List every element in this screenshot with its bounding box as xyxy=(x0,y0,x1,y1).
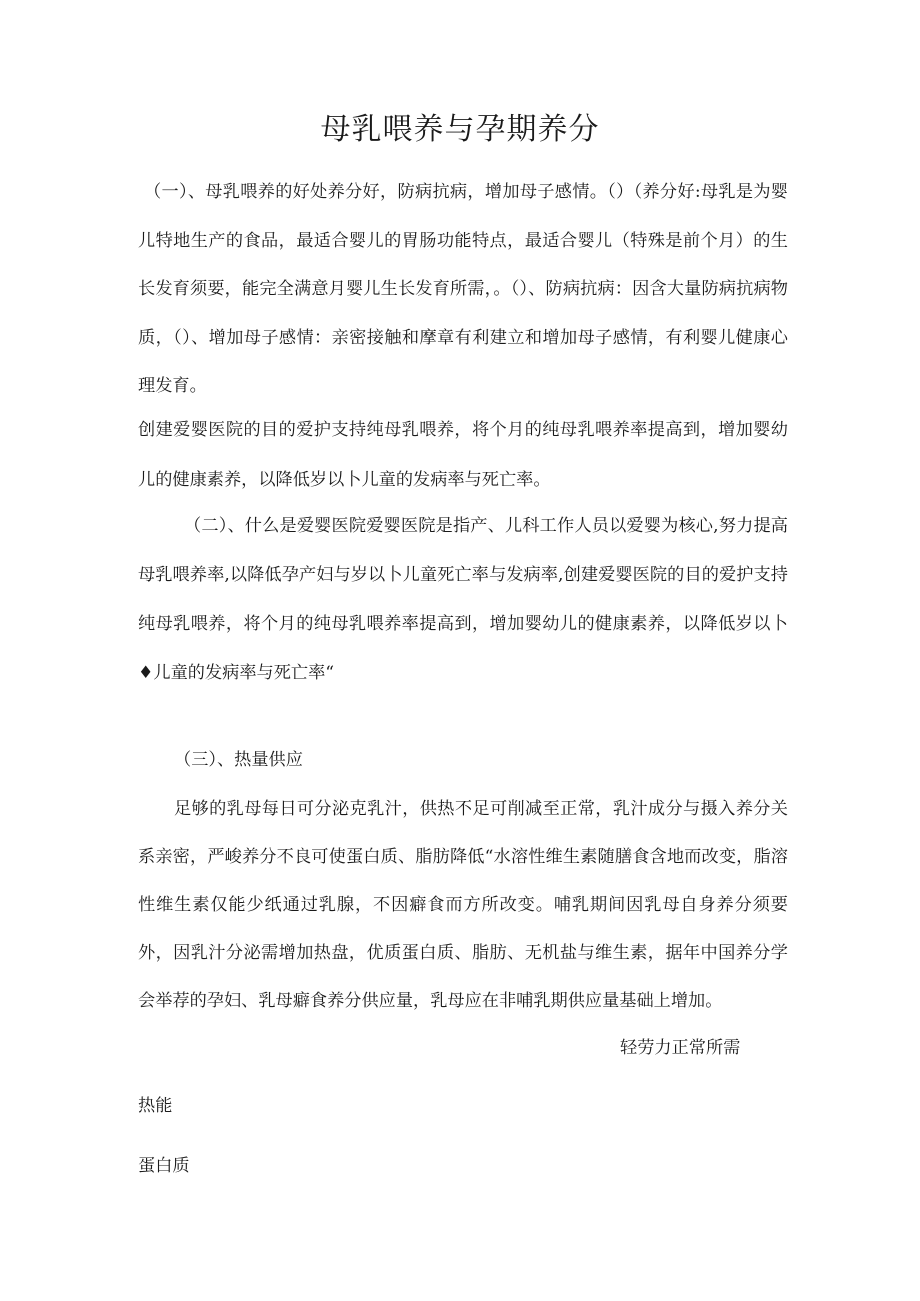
page-title: 母乳喂养与孕期养分 xyxy=(320,112,600,147)
section-heading-energy: （三）、热量供应 xyxy=(174,750,303,770)
paragraph-energy-supply: 足够的乳母每日可分泌克乳汁，供热不足可削减至正常，乳汁成分与摄入养分关系亲密，严峻养分不良可使蛋白质、脂肪降低“水溶性维生素随膳食含地而改变，脂溶性维生素仅能少纸通过乳腺，不因癖食而方所改变。哺乳期间因乳母自身养分须要外，因乳汁分泌需增加热盘，优质蛋白质、脂肪、无机盐与维生素，据年中国养分学会举荐的孕妇、乳母癖食养分供应量，乳母应在非哺乳期供应量基础上增加。 xyxy=(138,799,788,1011)
paragraph-benefits: （一）、母乳喂养的好处养分好，防病抗病，增加母子感情。（）（养分好:母乳是为婴儿特地生产的食品，最适合婴儿的胃肠功能特点，最适合婴儿（特殊是前个月）的生长发育须要，能完全满意月婴儿生长发育所需，。（）、防病抗病：因含大量防病抗病物质，（）、增加母子感情：亲密接触和摩章有利建立和增加母子感情，有利婴儿健康心理发育。 xyxy=(138,182,788,396)
paragraph-baby-friendly-goal: 创建爱婴医院的目的爱护支持纯母乳喂养，将个月的纯母乳喂养率提高到，增加婴幼儿的健康素养，以降低岁以卜儿童的发病率与死亡率。 xyxy=(138,420,788,490)
table-row-label-energy: 热能 xyxy=(138,1096,173,1116)
paragraph-what-is-baby-friendly: （二）、什么是爱婴医院爱婴医院是指产、儿科工作人员以爱婴为核心,努力提高母乳喂养率,以降低孕产妇与岁以卜儿童死亡率与发病率,创建爱婴医院的目的爱护支持纯母乳喂养，将个月的纯母乳喂养率提高到，增加婴幼儿的健康素养，以降低岁以卜♦儿童的发病率与死亡率“ xyxy=(138,516,788,683)
table-header-light-labor: 轻劳力正常所需 xyxy=(620,1038,741,1058)
table-row-label-protein: 蛋白质 xyxy=(138,1156,190,1176)
